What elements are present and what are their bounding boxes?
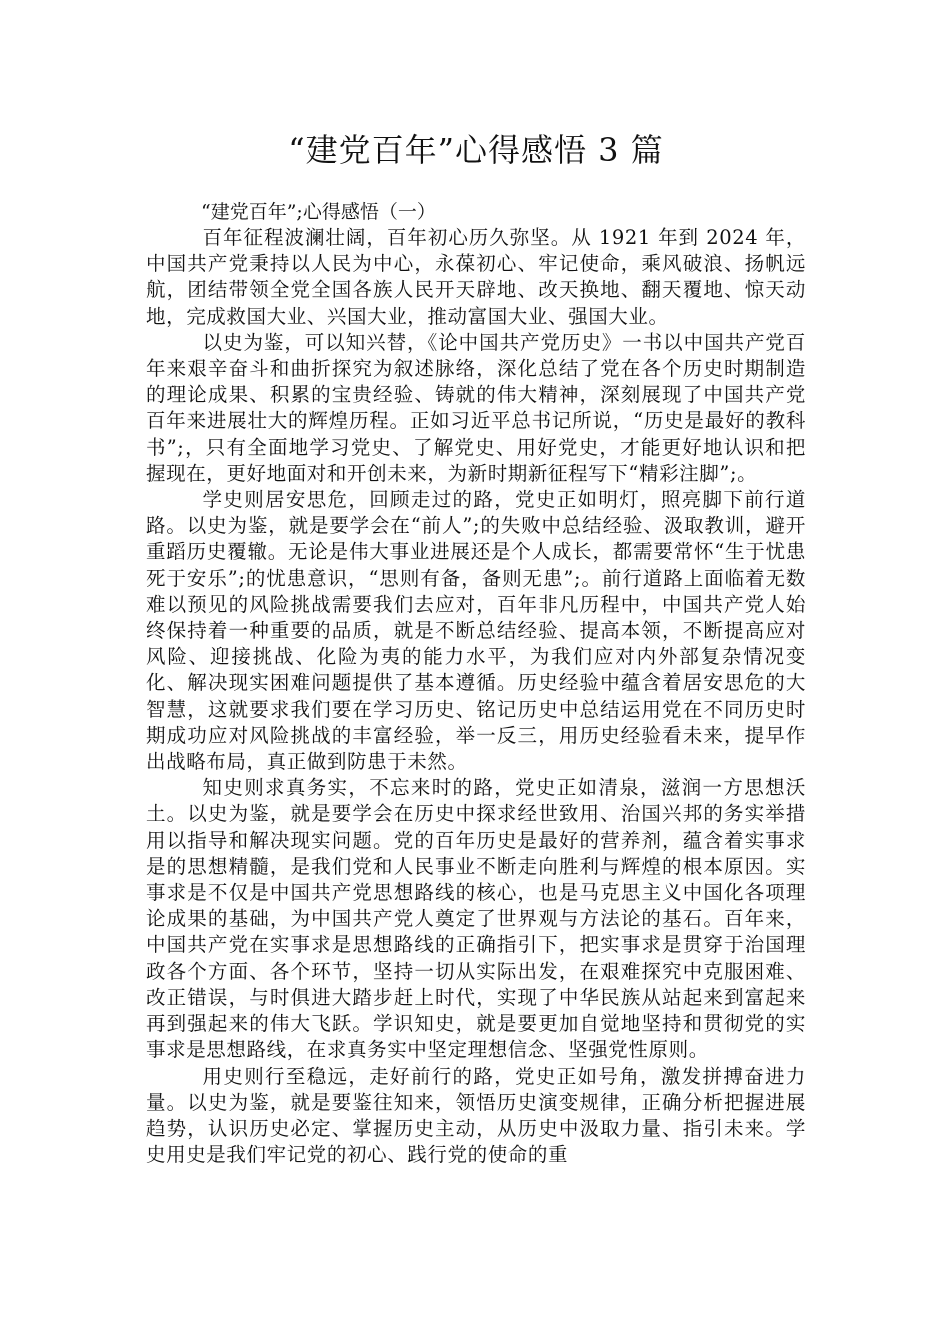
paragraph-truth-seeking: 知史则求真务实，不忘来时的路，党史正如清泉，滋润一方思想沃土。以史为鉴，就是要学会在历史中探求经世致用、治国兴邦的务实举措用以指导和解决现实问题。党的百年历史是最好的营养剂，蕴含着实事求是的思想精髓，是我们党和人民事业不断走向胜利与辉煌的根本原因。实事求是不仅是中国共产党思想路线的核心，也是马克思主义中国化各项理论成果的基础，为中国共产党人奠定了世界观与方法论的基石。百年来，中国共产党在实事求是思想路线的正确指引下，把实事求是贯穿于治国理政各个方面、各个环节，坚持一切从实际出发，在艰难探究中克服困难、改正错误，与时俱进大踏步赶上时代，实现了中华民族从站起来到富起来再到强起来的伟大飞跃。学识知史，就是要更加自觉地坚持和贯彻党的实事求是思想路线，在求真务实中坚定理想信念、坚强党性原则。 [146,776,806,1062]
document-page [146,0,806,1168]
paragraph-intro: 百年征程波澜壮阔，百年初心历久弥坚。从 1921 年到 2024 年，中国共产党秉持以人民为中心，永葆初心、牢记使命，乘风破浪、扬帆远航，团结带领全党全国各族人民开天辟地、改天换地、翻天覆地、惊天动地，完成救国大业、兴国大业，推动富国大业、强国大业。 [146,226,806,328]
paragraph-steady-progress: 用史则行至稳远，走好前行的路，党史正如号角，激发拼搏奋进力量。以史为鉴，就是要鉴往知来，领悟历史演变规律，正确分析把握进展趋势，认识历史必定、掌握历史主动，从历史中汲取力量、指引未来。学史用史是我们牢记党的初心、践行党的使命的重 [146,1064,806,1167]
section-heading: “建党百年”;心得感悟（一） [201,201,436,223]
document-title: “建党百年”心得感悟 3 篇 [288,131,664,169]
paragraph-vigilance: 学史则居安思危，回顾走过的路，党史正如明灯，照亮脚下前行道路。以史为鉴，就是要学会在“前人”;的失败中总结经验、汲取教训，避开重蹈历史覆辙。无论是伟大事业进展还是个人成长，都需要常怀“生于忧患死于安乐”;的忧患意识，“思则有备，备则无患”;。前行道路上面临着无数难以预见的风险挑战需要我们去应对，百年非凡历程中，中国共产党人始终保持着一种重要的品质，就是不断总结经验、提高本领，不断提高应对风险、迎接挑战、化险为夷的能力水平，为我们应对内外部复杂情况变化、解决现实困难问题提供了基本遵循。历史经验中蕴含着居安思危的大智慧，这就要求我们要在学习历史、铭记历史中总结运用党在不同历史时期成功应对风险挑战的丰富经验，举一反三，用历史经验看未来，提早作出战略布局，真正做到防患于未然。 [146,488,806,774]
paragraph-history-mirror: 以史为鉴，可以知兴替，《论中国共产党历史》一书以中国共产党百年来艰辛奋斗和曲折探究为叙述脉络，深化总结了党在各个历史时期制造的理论成果、积累的宝贵经验、铸就的伟大精神，深刻展现了中国共产党百年来进展壮大的辉煌历程。正如习近平总书记所说，“历史是最好的教科书”;，只有全面地学习党史、了解党史、用好党史，才能更好地认识和把握现在，更好地面对和开创未来，为新时期新征程写下“精彩注脚”;。 [146,330,806,485]
